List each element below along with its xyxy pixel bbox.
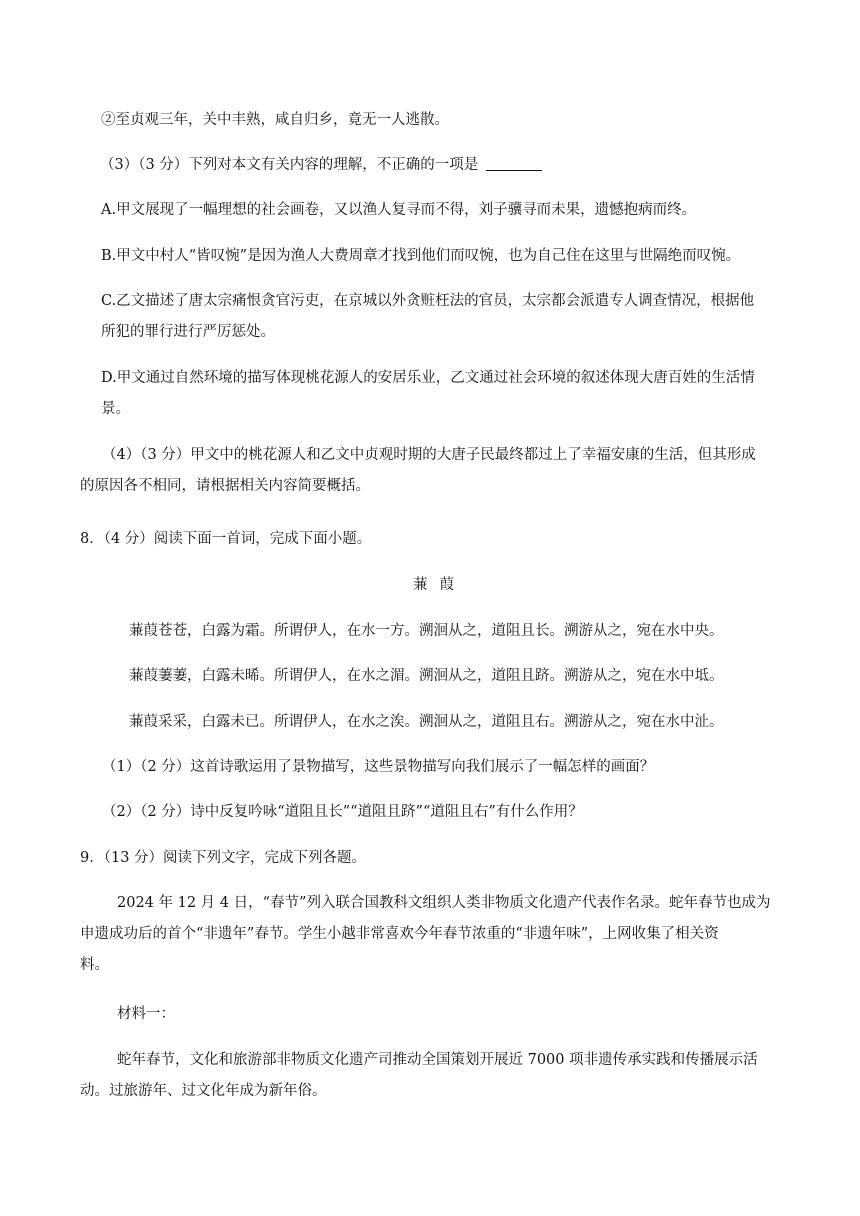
q9-intro-line1: 2024 年 12 月 4 日，“春节”列入联合国教科文组织人类非物质文化遗产代表作名录。蛇年春节也成为 xyxy=(117,895,771,911)
q9-intro-line2: 申遗成功后的首个“非遗年”春节。学生小越非常喜欢今年春节浓重的“非遗年味”，上网收集了相关资 xyxy=(80,926,719,942)
material1-line2: 动。过旅游年、过文化年成为新年俗。 xyxy=(80,1083,327,1099)
q8-stem: 8．（4 分）阅读下面一首词，完成下面小题。 xyxy=(80,531,372,547)
option-d-line2: 景。 xyxy=(101,401,130,417)
q7-4-line1: （4）（3 分）甲文中的桃花源人和乙文中贞观时期的大唐子民最终都过上了幸福安康的生活，但其形成 xyxy=(102,447,756,463)
option-d-line1: D.甲文通过自然环境的描写体现桃花源人的安居乐业，乙文通过社会环境的叙述体现大唐百姓的生活情 xyxy=(101,370,755,386)
poem-stanza-2: 蒹葭萋萋，白露未晞。所谓伊人，在水之湄。溯洄从之，道阻且跻。溯游从之，宛在水中坻。 xyxy=(129,668,724,684)
material1-label: 材料一： xyxy=(117,1006,175,1022)
q9-intro-line3: 料。 xyxy=(80,957,109,973)
answer-blank xyxy=(486,156,542,171)
q7-4-line2: 的原因各不相同，请根据相关内容简要概括。 xyxy=(80,478,370,494)
poem-title: 蒹葭 xyxy=(413,577,466,593)
q8-1: （1）（2 分）这首诗歌运用了景物描写，这些景物描写向我们展示了一幅怎样的画面？ xyxy=(102,759,655,775)
option-c-line1: C.乙文描述了唐太宗痛恨贪官污吏，在京城以外贪赃枉法的官员，太宗都会派遣专人调查情况，根据他 xyxy=(101,293,755,309)
poem-stanza-3: 蒹葭采采，白露未已。所谓伊人，在水之涘。溯洄从之，道阻且右。溯游从之，宛在水中沚。 xyxy=(129,714,724,730)
q9-stem: 9．（13 分）阅读下列文字，完成下列各题。 xyxy=(80,850,367,866)
q7-item-2: ②至贞观三年，关中丰熟，咸自归乡，竟无一人逃散。 xyxy=(101,112,449,128)
material1-line1: 蛇年春节，文化和旅游部非物质文化遗产司推动全国策划开展近 7000 项非遗传承实践和传播展示活 xyxy=(117,1052,758,1068)
q7-3-stem-text: （3）（3 分）下列对本文有关内容的理解，不正确的一项是 xyxy=(100,157,479,173)
q8-2: （2）（2 分）诗中反复吟咏“道阻且长”“道阻且跻”“道阻且右”有什么作用？ xyxy=(102,804,583,820)
poem-stanza-1: 蒹葭苍苍，白露为霜。所谓伊人，在水一方。溯洄从之，道阻且长。溯游从之，宛在水中央。 xyxy=(129,623,724,639)
option-b: B.甲文中村人“皆叹惋”是因为渔人大费周章才找到他们而叹惋，也为自己住在这里与世隔绝而叹惋。 xyxy=(101,248,741,264)
option-a: A.甲文展现了一幅理想的社会画卷，又以渔人复寻而不得，刘子骥寻而未果，遗憾抱病而终。 xyxy=(101,202,697,218)
q7-3-stem xyxy=(100,155,542,175)
option-c-line2: 所犯的罪行进行严厉惩处。 xyxy=(101,324,275,340)
